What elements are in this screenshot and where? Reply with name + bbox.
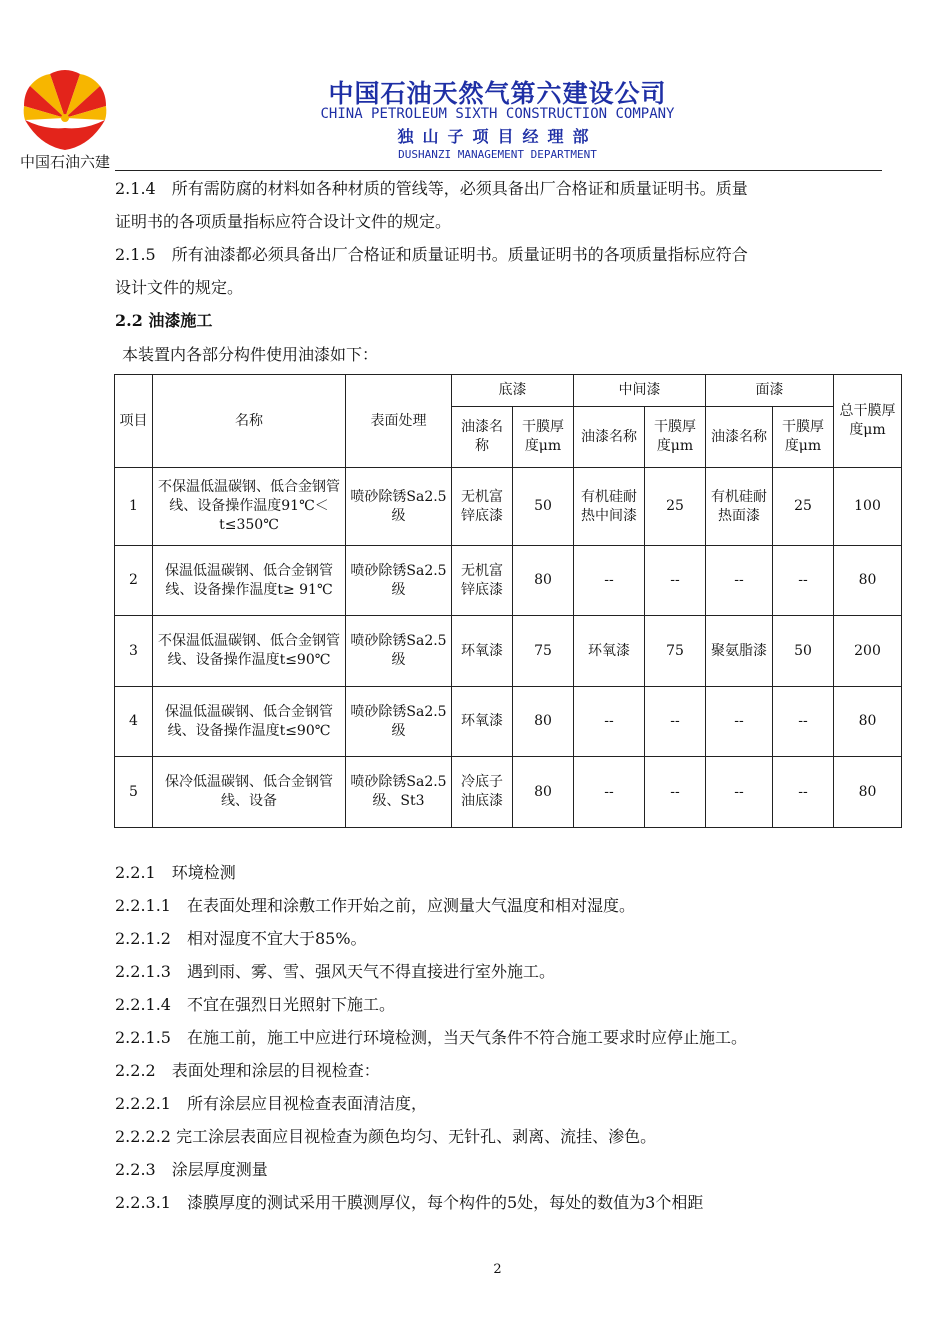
table-header-row-1 <box>115 375 902 407</box>
row-total: 200 <box>834 616 902 687</box>
header-middle: 中间漆 <box>574 375 706 407</box>
row-top-name: 聚氨脂漆 <box>706 616 773 687</box>
row-top-dft: -- <box>773 546 834 616</box>
header-primer-dft: 干膜厚度μm <box>513 407 574 468</box>
row-no: 4 <box>115 687 153 757</box>
item-2-2-3-1: 2.2.3.1 漆膜厚度的测试采用干膜测厚仪，每个构件的5处，每处的数值为3个相距 <box>115 1193 704 1212</box>
section-heading-2-2: 2.2 油漆施工 <box>115 311 213 330</box>
table-row <box>115 757 902 828</box>
row-name: 保温低温碳钢、低合金钢管线、设备操作温度t≤90℃ <box>153 687 346 757</box>
company-name-cn: 中国石油天然气第六建设公司 <box>328 79 667 108</box>
row-primer-dft: 75 <box>513 616 574 687</box>
row-no: 5 <box>115 757 153 828</box>
row-name: 保冷低温碳钢、低合金钢管线、设备 <box>153 757 346 828</box>
item-2-2-1-3: 2.2.1.3 遇到雨、雾、雪、强风天气不得直接进行室外施工。 <box>115 962 555 981</box>
row-no: 3 <box>115 616 153 687</box>
row-mid-name: -- <box>574 757 645 828</box>
header-rule <box>115 170 882 171</box>
row-top-name: 有机硅耐热面漆 <box>706 468 773 546</box>
subsection-2-2-1: 2.2.1 环境检测 <box>115 863 236 882</box>
company-name-en: CHINA PETROLEUM SIXTH CONSTRUCTION COMPANY <box>320 106 675 122</box>
row-no: 1 <box>115 468 153 546</box>
paragraph-2-1-5-cont: 设计文件的规定。 <box>115 278 244 297</box>
paint-table <box>114 374 902 828</box>
table-row <box>115 687 902 757</box>
row-primer-name: 冷底子油底漆 <box>452 757 513 828</box>
row-total: 100 <box>834 468 902 546</box>
department-name-en: DUSHANZI MANAGEMENT DEPARTMENT <box>398 148 597 161</box>
row-no: 2 <box>115 546 153 616</box>
row-mid-name: 有机硅耐热中间漆 <box>574 468 645 546</box>
row-primer-name: 无机富锌底漆 <box>452 546 513 616</box>
row-top-name: -- <box>706 687 773 757</box>
row-primer-dft: 80 <box>513 687 574 757</box>
row-primer-dft: 80 <box>513 546 574 616</box>
header-mid-dft: 干膜厚度μm <box>645 407 706 468</box>
row-mid-dft: -- <box>645 687 706 757</box>
row-surface: 喷砂除锈Sa2.5级 <box>346 616 452 687</box>
header-name: 名称 <box>153 375 346 468</box>
row-total: 80 <box>834 546 902 616</box>
row-name: 不保温低温碳钢、低合金钢管线、设备操作温度91℃＜t≤350℃ <box>153 468 346 546</box>
item-2-2-1-5: 2.2.1.5 在施工前，施工中应进行环境检测，当天气条件不符合施工要求时应停止施工。 <box>115 1028 747 1047</box>
paragraph-2-1-4-cont: 证明书的各项质量指标应符合设计文件的规定。 <box>115 212 452 231</box>
row-surface: 喷砂除锈Sa2.5级、St3 <box>346 757 452 828</box>
header-mid-name: 油漆名称 <box>574 407 645 468</box>
row-primer-dft: 50 <box>513 468 574 546</box>
header-item: 项目 <box>115 375 153 468</box>
row-top-dft: -- <box>773 757 834 828</box>
row-top-dft: 25 <box>773 468 834 546</box>
row-mid-name: 环氧漆 <box>574 616 645 687</box>
row-primer-name: 无机富锌底漆 <box>452 468 513 546</box>
header-surface: 表面处理 <box>346 375 452 468</box>
row-mid-dft: -- <box>645 546 706 616</box>
row-top-dft: -- <box>773 687 834 757</box>
header-total: 总干膜厚度μm <box>834 375 902 468</box>
subsection-2-2-2: 2.2.2 表面处理和涂层的目视检查： <box>115 1061 380 1080</box>
row-name: 保温低温碳钢、低合金钢管线、设备操作温度t≥ 91℃ <box>153 546 346 616</box>
item-2-2-1-2: 2.2.1.2 相对湿度不宜大于85%。 <box>115 929 367 948</box>
header-primer-name: 油漆名称 <box>452 407 513 468</box>
header-top-name: 油漆名称 <box>706 407 773 468</box>
row-mid-dft: 75 <box>645 616 706 687</box>
table-intro: 本装置内各部分构件使用油漆如下： <box>122 345 379 364</box>
item-2-2-1-4: 2.2.1.4 不宜在强烈日光照射下施工。 <box>115 995 395 1014</box>
row-top-dft: 50 <box>773 616 834 687</box>
row-surface: 喷砂除锈Sa2.5级 <box>346 546 452 616</box>
row-total: 80 <box>834 757 902 828</box>
paragraph-2-1-5: 2.1.5 所有油漆都必须具备出厂合格证和质量证明书。质量证明书的各项质量指标应符合 <box>115 245 748 264</box>
row-mid-dft: -- <box>645 757 706 828</box>
logo-caption: 中国石油六建 <box>20 153 111 171</box>
row-total: 80 <box>834 687 902 757</box>
item-2-2-2-2: 2.2.2.2 完工涂层表面应目视检查为颜色均匀、无针孔、剥离、流挂、渗色。 <box>115 1127 657 1146</box>
page-number: 2 <box>493 1262 502 1277</box>
row-surface: 喷砂除锈Sa2.5级 <box>346 687 452 757</box>
row-top-name: -- <box>706 546 773 616</box>
header-top: 面漆 <box>706 375 834 407</box>
header-top-dft: 干膜厚度μm <box>773 407 834 468</box>
paragraph-2-1-4: 2.1.4 所有需防腐的材料如各种材质的管线等，必须具备出厂合格证和质量证明书。质量 <box>115 179 748 198</box>
row-primer-dft: 80 <box>513 757 574 828</box>
row-primer-name: 环氧漆 <box>452 687 513 757</box>
header-primer: 底漆 <box>452 375 574 407</box>
item-2-2-1-1: 2.2.1.1 在表面处理和涂敷工作开始之前，应测量大气温度和相对湿度。 <box>115 896 635 915</box>
row-primer-name: 环氧漆 <box>452 616 513 687</box>
table-row <box>115 616 902 687</box>
item-2-2-2-1: 2.2.2.1 所有涂层应目视检查表面清洁度， <box>115 1094 427 1113</box>
table-row <box>115 546 902 616</box>
row-mid-dft: 25 <box>645 468 706 546</box>
row-top-name: -- <box>706 757 773 828</box>
row-mid-name: -- <box>574 687 645 757</box>
department-name-cn: 独山子项目经理部 <box>397 127 598 146</box>
row-surface: 喷砂除锈Sa2.5级 <box>346 468 452 546</box>
row-mid-name: -- <box>574 546 645 616</box>
table-row <box>115 468 902 546</box>
row-name: 不保温低温碳钢、低合金钢管线、设备操作温度t≤90℃ <box>153 616 346 687</box>
subsection-2-2-3: 2.2.3 涂层厚度测量 <box>115 1160 268 1179</box>
